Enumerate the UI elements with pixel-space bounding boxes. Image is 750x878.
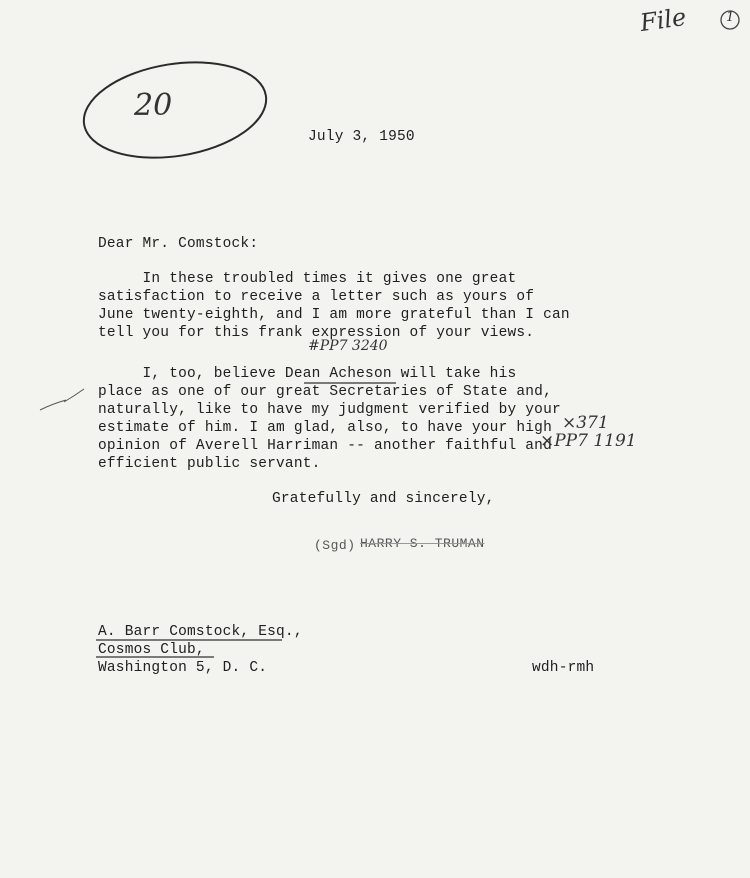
letter-date: July 3, 1950 <box>308 129 415 145</box>
paragraph-line: tell you for this frank expression of your views. <box>98 325 535 341</box>
margin-ref-2: ×PP7 1191 <box>540 431 637 451</box>
file-circle-number: 1 <box>726 10 735 25</box>
signature-name: HARRY S. TRUMAN <box>360 536 485 551</box>
paragraph-line: In these troubled times it gives one great <box>98 271 517 287</box>
margin-slash <box>40 400 66 410</box>
circled-number: 20 <box>134 88 173 123</box>
address-line: Cosmos Club, <box>98 642 205 658</box>
signature-prefix: (Sgd) <box>314 538 356 553</box>
paragraph-line: opinion of Averell Harriman -- another faithful and <box>98 438 552 454</box>
salutation: Dear Mr. Comstock: <box>98 236 259 252</box>
paragraph-line: estimate of him. I am glad, also, to have your high <box>98 420 552 436</box>
file-note: File <box>638 2 688 38</box>
paragraph-line: naturally, like to have my judgment verified by your <box>98 402 561 418</box>
margin-ref-1: ×371 <box>562 413 609 433</box>
paragraph-line: June twenty-eighth, and I am more grateful than I can <box>98 307 570 323</box>
paragraph-line: I, too, believe Dean Acheson will take his <box>98 366 517 382</box>
address-line: Washington 5, D. C. <box>98 660 268 676</box>
closing: Gratefully and sincerely, <box>272 491 495 507</box>
margin-tick <box>64 389 84 402</box>
acheson-reference-note: #PP7 3240 <box>308 338 388 354</box>
paragraph-line: satisfaction to receive a letter such as yours of <box>98 289 535 305</box>
circle-mark <box>77 50 273 170</box>
typist-initials: wdh-rmh <box>532 660 595 676</box>
paragraph-line: efficient public servant. <box>98 456 321 472</box>
address-line: A. Barr Comstock, Esq., <box>98 624 303 640</box>
paragraph-line: place as one of our great Secretaries of State and, <box>98 384 552 400</box>
